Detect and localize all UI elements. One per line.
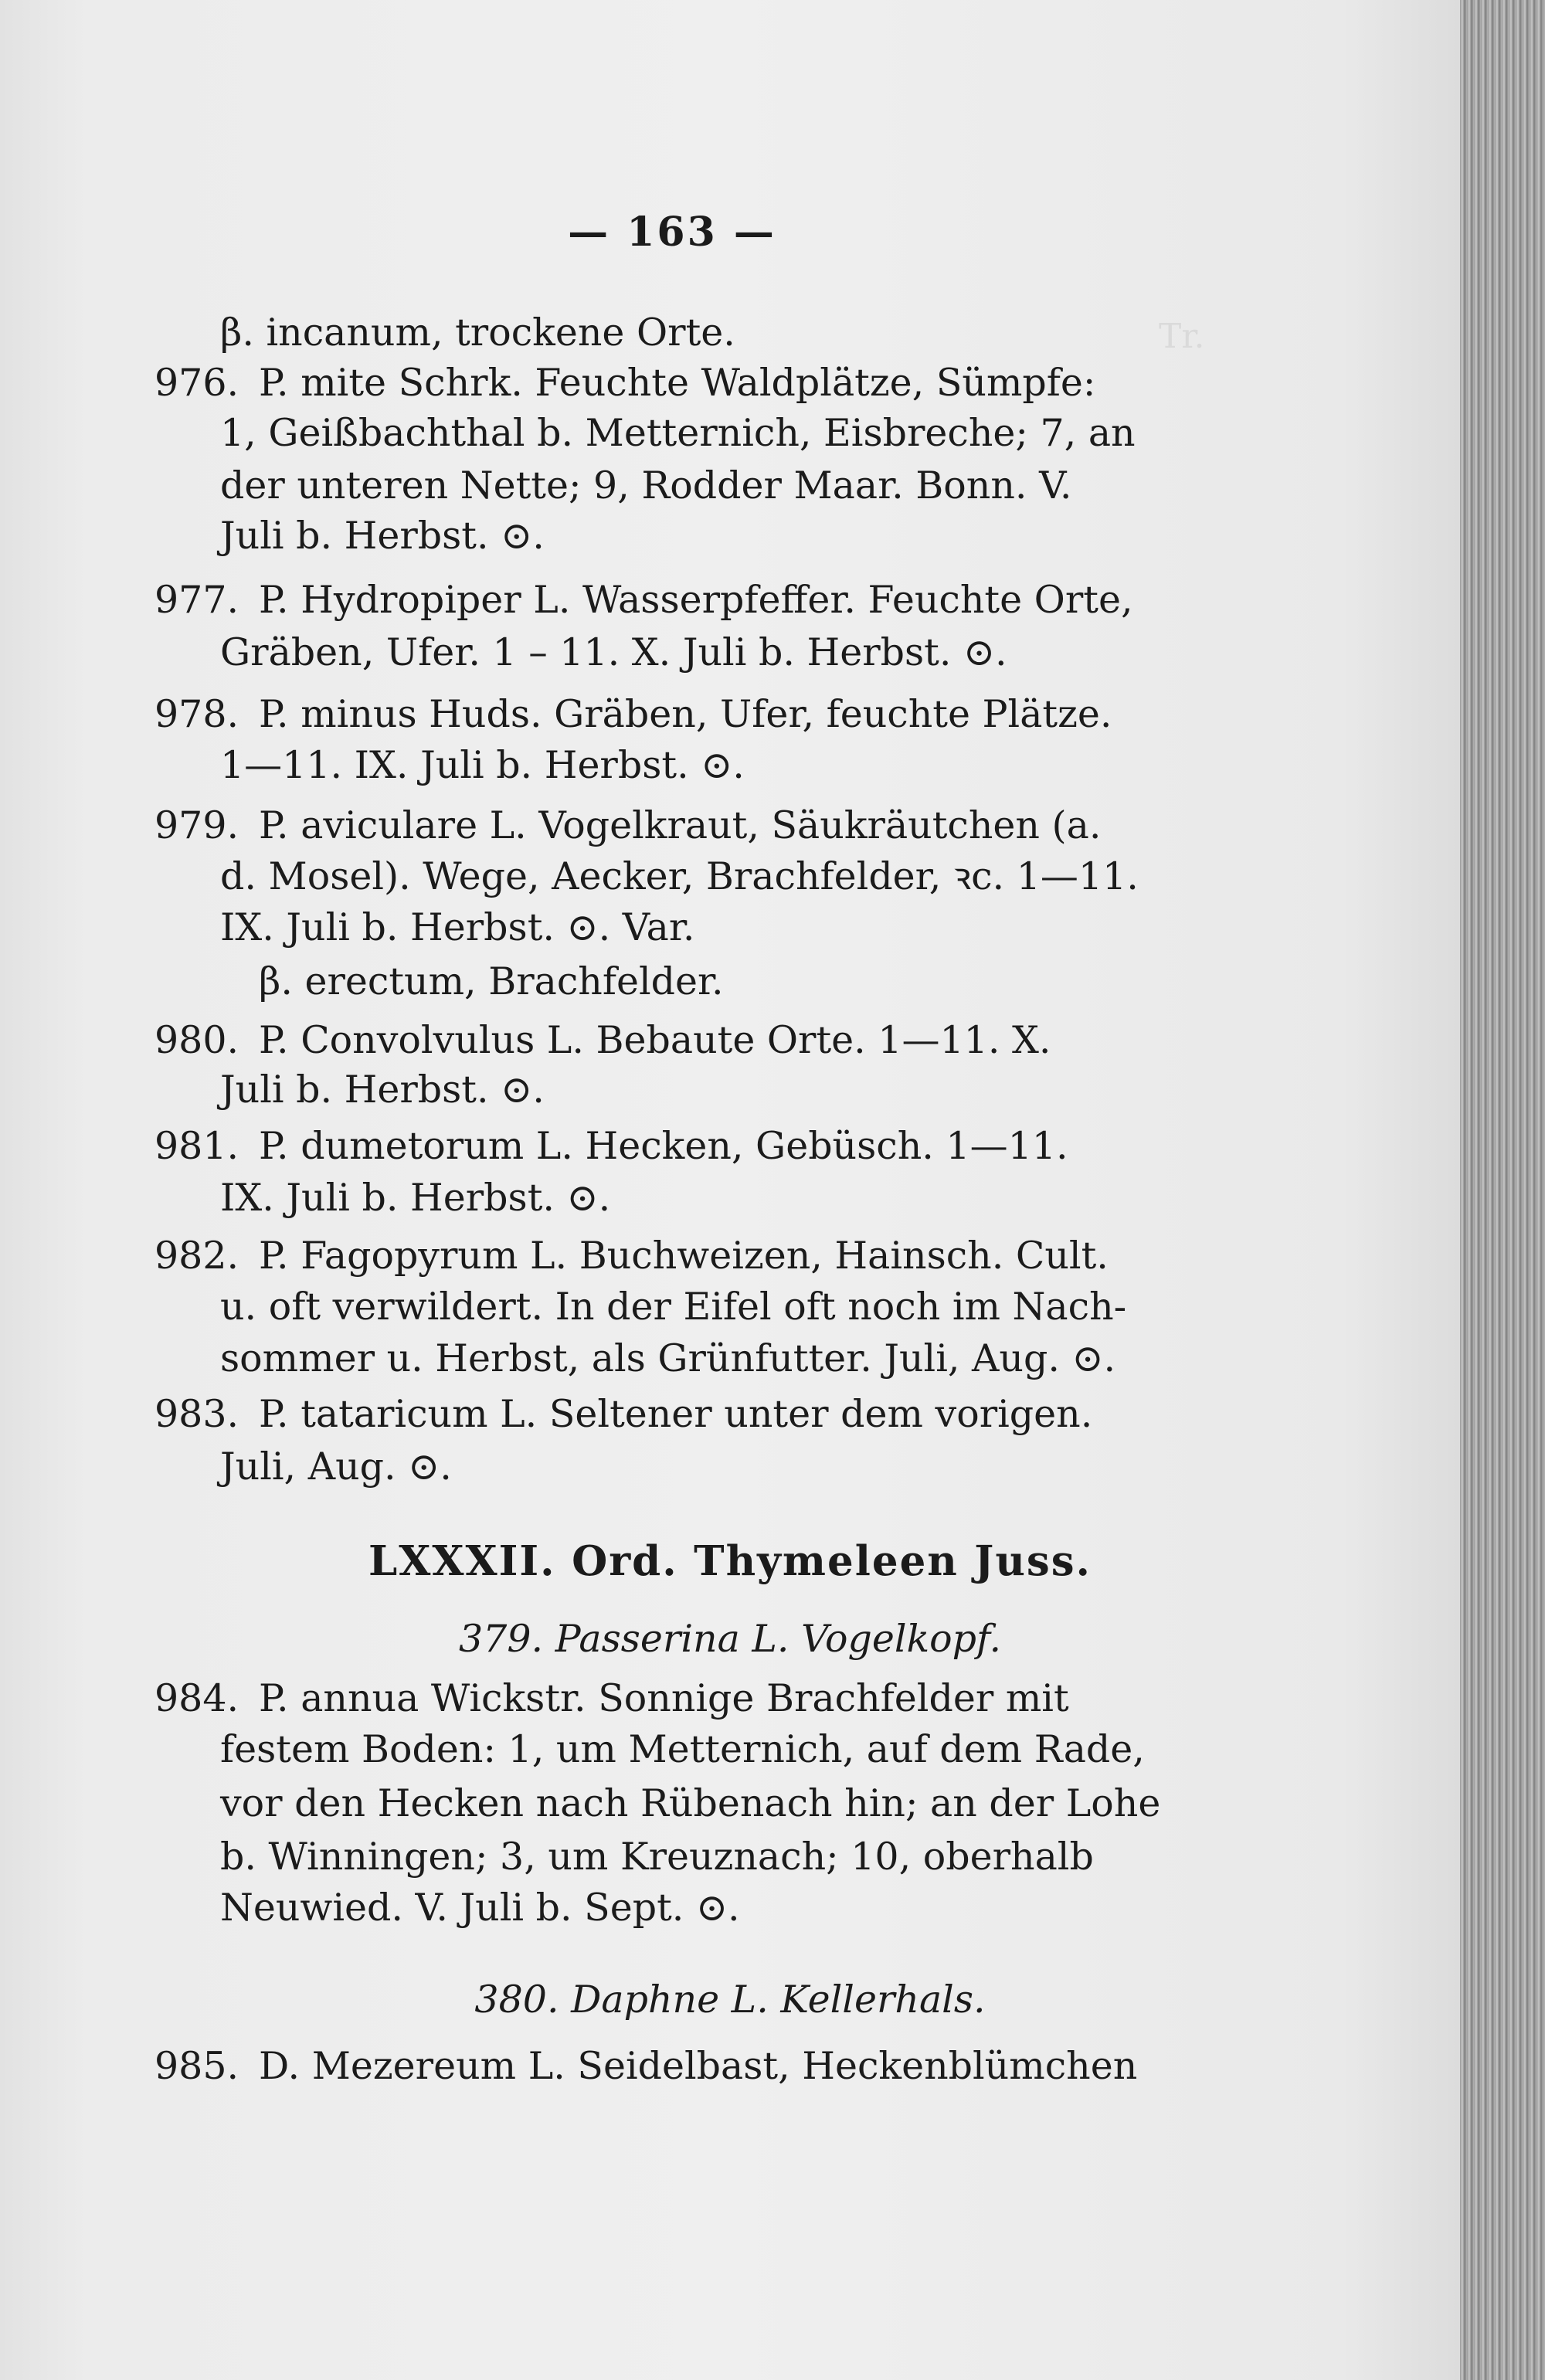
show-through-text: Tr. — [1159, 317, 1205, 356]
line-text: Juli b. Herbst. ⊙. — [220, 1068, 545, 1112]
page-number: — 163 — — [568, 209, 776, 256]
line-text: vor den Hecken nach Rübenach hin; an der Lohe — [220, 1781, 1161, 1825]
genus-heading-380: 380. Daphne L. Kellerhals. — [474, 1978, 986, 2022]
line-text: P. minus Huds. Gräben, Ufer, feuchte Plätze. — [259, 692, 1112, 736]
entry-number: 984. — [154, 1676, 239, 1720]
line-text: D. Mezereum L. Seidelbast, Heckenblümchen — [259, 2044, 1138, 2088]
line-text: u. oft verwildert. In der Eifel oft noch im Nach- — [220, 1285, 1127, 1329]
line-text: P. tataricum L. Seltener unter dem vorigen. — [259, 1392, 1093, 1436]
entry-number: 977. — [154, 578, 239, 622]
order-heading: LXXXII. Ord. Thymeleen Juss. — [368, 1537, 1092, 1585]
line-text: Juli b. Herbst. ⊙. — [220, 514, 545, 558]
line-text: IX. Juli b. Herbst. ⊙. Var. — [220, 905, 695, 949]
line-text: festem Boden: 1, um Metternich, auf dem Rade, — [220, 1727, 1145, 1771]
line-text: β. incanum, trockene Orte. — [220, 311, 735, 355]
entry-number: 978. — [154, 692, 239, 736]
line-text: P. Fagopyrum L. Buchweizen, Hainsch. Cult. — [259, 1234, 1109, 1278]
line-text: P. mite Schrk. Feuchte Waldplätze, Sümpfe: — [259, 361, 1096, 405]
line-text: P. aviculare L. Vogelkraut, Säukräutchen (a. — [259, 803, 1102, 847]
genus-heading-379: 379. Passerina L. Vogelkopf. — [458, 1617, 1002, 1661]
line-text: P. dumetorum L. Hecken, Gebüsch. 1—11. — [259, 1124, 1068, 1168]
line-text: 1, Geißbachthal b. Metternich, Eisbreche; 7, an — [220, 411, 1136, 455]
entry-number: 982. — [154, 1234, 239, 1278]
book-page-edge — [1460, 0, 1545, 2380]
line-text: 1—11. IX. Juli b. Herbst. ⊙. — [220, 743, 745, 787]
entry-number: 985. — [154, 2044, 239, 2088]
entry-number: 979. — [154, 803, 239, 847]
entry-number: 980. — [154, 1018, 239, 1062]
line-text: Neuwied. V. Juli b. Sept. ⊙. — [220, 1886, 740, 1930]
line-text: P. Hydropiper L. Wasserpfeffer. Feuchte Orte, — [259, 578, 1133, 622]
line-text: b. Winningen; 3, um Kreuznach; 10, oberhalb — [220, 1835, 1094, 1879]
line-text: Juli, Aug. ⊙. — [220, 1445, 452, 1489]
line-text: β. erectum, Brachfelder. — [259, 959, 724, 1003]
line-text: der unteren Nette; 9, Rodder Maar. Bonn. V. — [220, 463, 1072, 508]
line-text: Gräben, Ufer. 1 – 11. X. Juli b. Herbst. ⊙. — [220, 630, 1007, 674]
line-text: P. Convolvulus L. Bebaute Orte. 1—11. X. — [259, 1018, 1051, 1062]
line-text: sommer u. Herbst, als Grünfutter. Juli, Aug. ⊙. — [220, 1336, 1116, 1380]
line-text: P. annua Wickstr. Sonnige Brachfelder mit — [259, 1676, 1069, 1720]
entry-number: 981. — [154, 1124, 239, 1168]
entry-number: 976. — [154, 361, 239, 405]
entry-number: 983. — [154, 1392, 239, 1436]
line-text: IX. Juli b. Herbst. ⊙. — [220, 1176, 611, 1220]
line-text: d. Mosel). Wege, Aecker, Brachfelder, ꝛc. 1—11. — [220, 854, 1139, 898]
